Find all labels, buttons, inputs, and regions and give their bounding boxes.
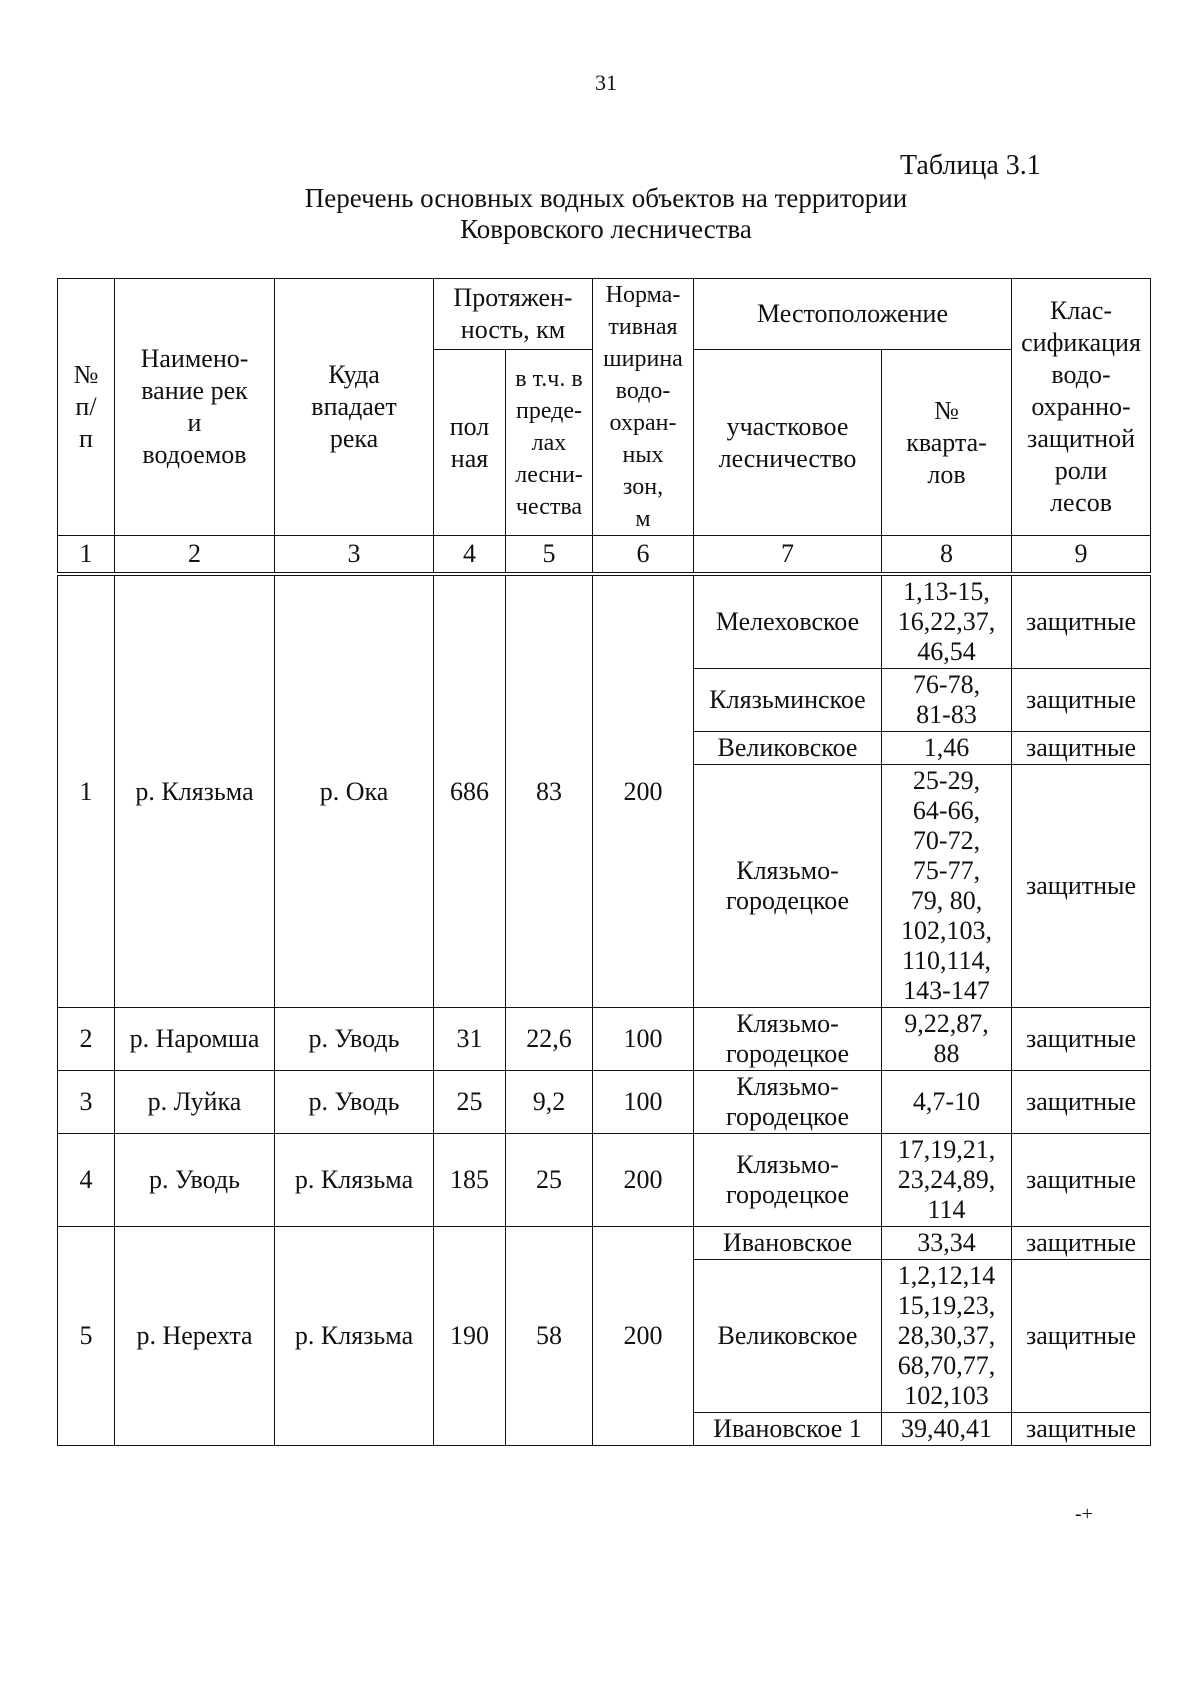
classification-value: защитные [1012, 1134, 1151, 1227]
column-number: 7 [694, 536, 882, 575]
quarter-numbers [882, 732, 1012, 765]
classification-value: защитные [1012, 765, 1151, 1008]
cell-line: 1,46 [923, 733, 970, 762]
river-outflow: р. Клязьма [275, 1134, 434, 1227]
cell-line: 25-29, [912, 766, 981, 795]
classification-value: защитные [1012, 1227, 1151, 1260]
column-number: 9 [1012, 536, 1151, 575]
cell-line: 9,22,87, [904, 1009, 989, 1038]
cell-line: Клязьминское [709, 685, 866, 714]
cell-line: лесов [1050, 488, 1112, 517]
cell-line: Ивановское [723, 1228, 852, 1257]
cell-line: охранно- [1031, 392, 1131, 421]
cell-line: п/ [75, 392, 97, 421]
table-row [58, 574, 1151, 669]
cell-line: Мелеховское [715, 607, 860, 636]
cell-line: 88 [933, 1039, 960, 1068]
cell-line: 33,34 [917, 1228, 976, 1257]
header-classification [1012, 279, 1151, 536]
cell-line: 1,13-15, [903, 577, 990, 606]
cell-line: 1,2,12,14 [897, 1261, 996, 1290]
header-district [694, 350, 882, 536]
cell-line: ность, км [460, 315, 566, 344]
column-number: 1 [58, 536, 115, 575]
cell-line: 143-147 [903, 976, 990, 1005]
cell-line: 46,54 [917, 637, 976, 666]
cell-line: 70-72, [912, 826, 981, 855]
cell-line: городецкое [725, 1180, 850, 1209]
cell-line: Клязьмо- [736, 1150, 839, 1179]
cell-line: городецкое [725, 1039, 850, 1068]
cell-line: вание рек [141, 376, 248, 405]
cell-line: м [635, 506, 651, 532]
river-name: р. Луйка [115, 1071, 275, 1134]
quarter-numbers [882, 765, 1012, 1008]
river-name: р. Наромша [115, 1008, 275, 1071]
quarter-numbers [882, 1008, 1012, 1071]
table-label: Таблица 3.1 [900, 150, 1041, 181]
classification-value: защитные [1012, 669, 1151, 732]
district-name [694, 1227, 882, 1260]
cell-line: 15,19,23, [897, 1291, 996, 1320]
cell-line: 68,70,77, [897, 1351, 996, 1380]
cell-line: Протяжен- [453, 283, 573, 312]
protection-width: 200 [593, 574, 694, 1008]
cell-line: в т.ч. в [515, 365, 583, 392]
header-num [58, 279, 115, 536]
length-full: 190 [434, 1227, 506, 1446]
table-row [58, 1134, 1151, 1227]
cell-line: 17,19,21, [897, 1135, 996, 1164]
header-outflow [275, 279, 434, 536]
river-name: р. Клязьма [115, 574, 275, 1008]
table-title [0, 183, 1200, 245]
length-within: 9,2 [506, 1071, 593, 1134]
header-length-group [434, 279, 593, 350]
cell-line: пол [449, 411, 490, 441]
page-number: 31 [595, 70, 617, 95]
district-name [694, 1260, 882, 1413]
cell-line: впадает [311, 392, 397, 421]
row-num: 2 [58, 1008, 115, 1071]
cell-line: чества [515, 493, 583, 520]
cell-line: 4,7-10 [912, 1087, 981, 1116]
header-length-full [434, 350, 506, 536]
cell-line: 114 [927, 1195, 966, 1224]
row-num: 4 [58, 1134, 115, 1227]
quarter-numbers [882, 574, 1012, 669]
cell-line: Норма- [605, 282, 681, 308]
cell-line: роли [1054, 456, 1108, 485]
district-name [694, 1413, 882, 1446]
classification-value: защитные [1012, 1260, 1151, 1413]
cell-line: лесни- [515, 461, 583, 488]
cell-line: река [329, 424, 379, 453]
cell-line: лов [927, 459, 966, 489]
cell-line: охран- [609, 410, 677, 436]
length-full: 25 [434, 1071, 506, 1134]
cell-line: 75-77, [912, 856, 981, 885]
cell-line: 102,103 [904, 1381, 989, 1410]
row-num: 3 [58, 1071, 115, 1134]
quarter-numbers [882, 1134, 1012, 1227]
river-outflow: р. Уводь [275, 1071, 434, 1134]
cell-line: тивная [608, 314, 678, 340]
table-row [58, 1008, 1151, 1071]
quarter-numbers [882, 1260, 1012, 1413]
cell-line: зон, [622, 474, 664, 500]
classification-value: защитные [1012, 732, 1151, 765]
protection-width: 100 [593, 1071, 694, 1134]
cell-line: п [79, 424, 93, 453]
cell-line: сификация [1021, 328, 1141, 357]
cell-line: защитной [1027, 424, 1135, 453]
table-row [58, 1071, 1151, 1134]
river-outflow: р. Клязьма [275, 1227, 434, 1446]
cell-line: Клязьмо- [736, 1072, 839, 1101]
cell-line: преде- [515, 397, 583, 424]
cell-line: Великовское [717, 733, 858, 762]
column-number: 3 [275, 536, 434, 575]
cell-line: Куда [328, 360, 380, 389]
protection-width: 200 [593, 1134, 694, 1227]
classification-value: защитные [1012, 574, 1151, 669]
cell-line: 16,22,37, [897, 607, 996, 636]
length-within: 58 [506, 1227, 593, 1446]
protection-width: 200 [593, 1227, 694, 1446]
quarter-numbers [882, 1071, 1012, 1134]
district-name [694, 732, 882, 765]
river-name: р. Нерехта [115, 1227, 275, 1446]
cell-line: 39,40,41 [901, 1414, 992, 1443]
cell-line: кварта- [906, 427, 987, 457]
protection-width: 100 [593, 1008, 694, 1071]
length-within: 22,6 [506, 1008, 593, 1071]
header-width [593, 279, 694, 536]
footnote-mark: -+ [1075, 1503, 1093, 1525]
length-within: 83 [506, 574, 593, 1008]
cell-line: 102,103, [901, 916, 992, 945]
cell-line: водо- [1051, 360, 1111, 389]
quarter-numbers [882, 1227, 1012, 1260]
quarter-numbers [882, 669, 1012, 732]
district-name [694, 574, 882, 669]
cell-line: Наимено- [140, 344, 249, 373]
length-full: 686 [434, 574, 506, 1008]
table-title-line: Перечень основных водных объектов на территории [304, 183, 908, 213]
cell-line: Клязьмо- [736, 1009, 839, 1038]
cell-line: городецкое [725, 1102, 850, 1131]
row-num: 5 [58, 1227, 115, 1446]
cell-line: Клас- [1049, 296, 1113, 325]
cell-line: № [73, 360, 99, 389]
length-full: 31 [434, 1008, 506, 1071]
cell-line: лесничество [718, 443, 857, 473]
cell-line: 110,114, [901, 946, 992, 975]
district-name [694, 1134, 882, 1227]
length-within: 25 [506, 1134, 593, 1227]
river-name: р. Уводь [115, 1134, 275, 1227]
district-name [694, 669, 882, 732]
cell-line: водоемов [142, 440, 247, 469]
cell-line: и [187, 408, 202, 437]
header-quarters [882, 350, 1012, 536]
cell-line: 23,24,89, [897, 1165, 996, 1194]
classification-value: защитные [1012, 1008, 1151, 1071]
length-full: 185 [434, 1134, 506, 1227]
quarter-numbers [882, 1413, 1012, 1446]
column-number: 4 [434, 536, 506, 575]
header-length-within [506, 350, 593, 536]
district-name [694, 1008, 882, 1071]
district-name [694, 1071, 882, 1134]
cell-line: 79, 80, [910, 886, 983, 915]
cell-line: участковое [726, 411, 849, 441]
table-title-line: Ковровского лесничества [460, 214, 752, 244]
table-row [58, 1227, 1151, 1260]
cell-line: Великовское [717, 1321, 858, 1350]
cell-line: 81-83 [916, 700, 977, 729]
district-name [694, 765, 882, 1008]
classification-value: защитные [1012, 1071, 1151, 1134]
cell-line: ная [450, 443, 489, 473]
header-name [115, 279, 275, 536]
cell-line: Клязьмо- [736, 856, 839, 885]
header-location-group: Местоположение [694, 279, 1012, 350]
water-objects-table [57, 278, 1151, 1446]
column-number: 6 [593, 536, 694, 575]
classification-value: защитные [1012, 1413, 1151, 1446]
column-number: 2 [115, 536, 275, 575]
cell-line: Ивановское 1 [713, 1414, 862, 1443]
cell-line: № [934, 395, 959, 425]
column-number: 5 [506, 536, 593, 575]
cell-line: ных [622, 442, 664, 468]
cell-line: городецкое [725, 886, 850, 915]
cell-line: 76-78, [912, 670, 981, 699]
river-outflow: р. Ока [275, 574, 434, 1008]
cell-line: 64-66, [912, 796, 981, 825]
cell-line: лах [531, 429, 567, 456]
cell-line: ширина [603, 346, 683, 372]
river-outflow: р. Уводь [275, 1008, 434, 1071]
row-num: 1 [58, 574, 115, 1008]
cell-line: водо- [615, 378, 671, 404]
cell-line: 28,30,37, [897, 1321, 996, 1350]
column-number: 8 [882, 536, 1012, 575]
